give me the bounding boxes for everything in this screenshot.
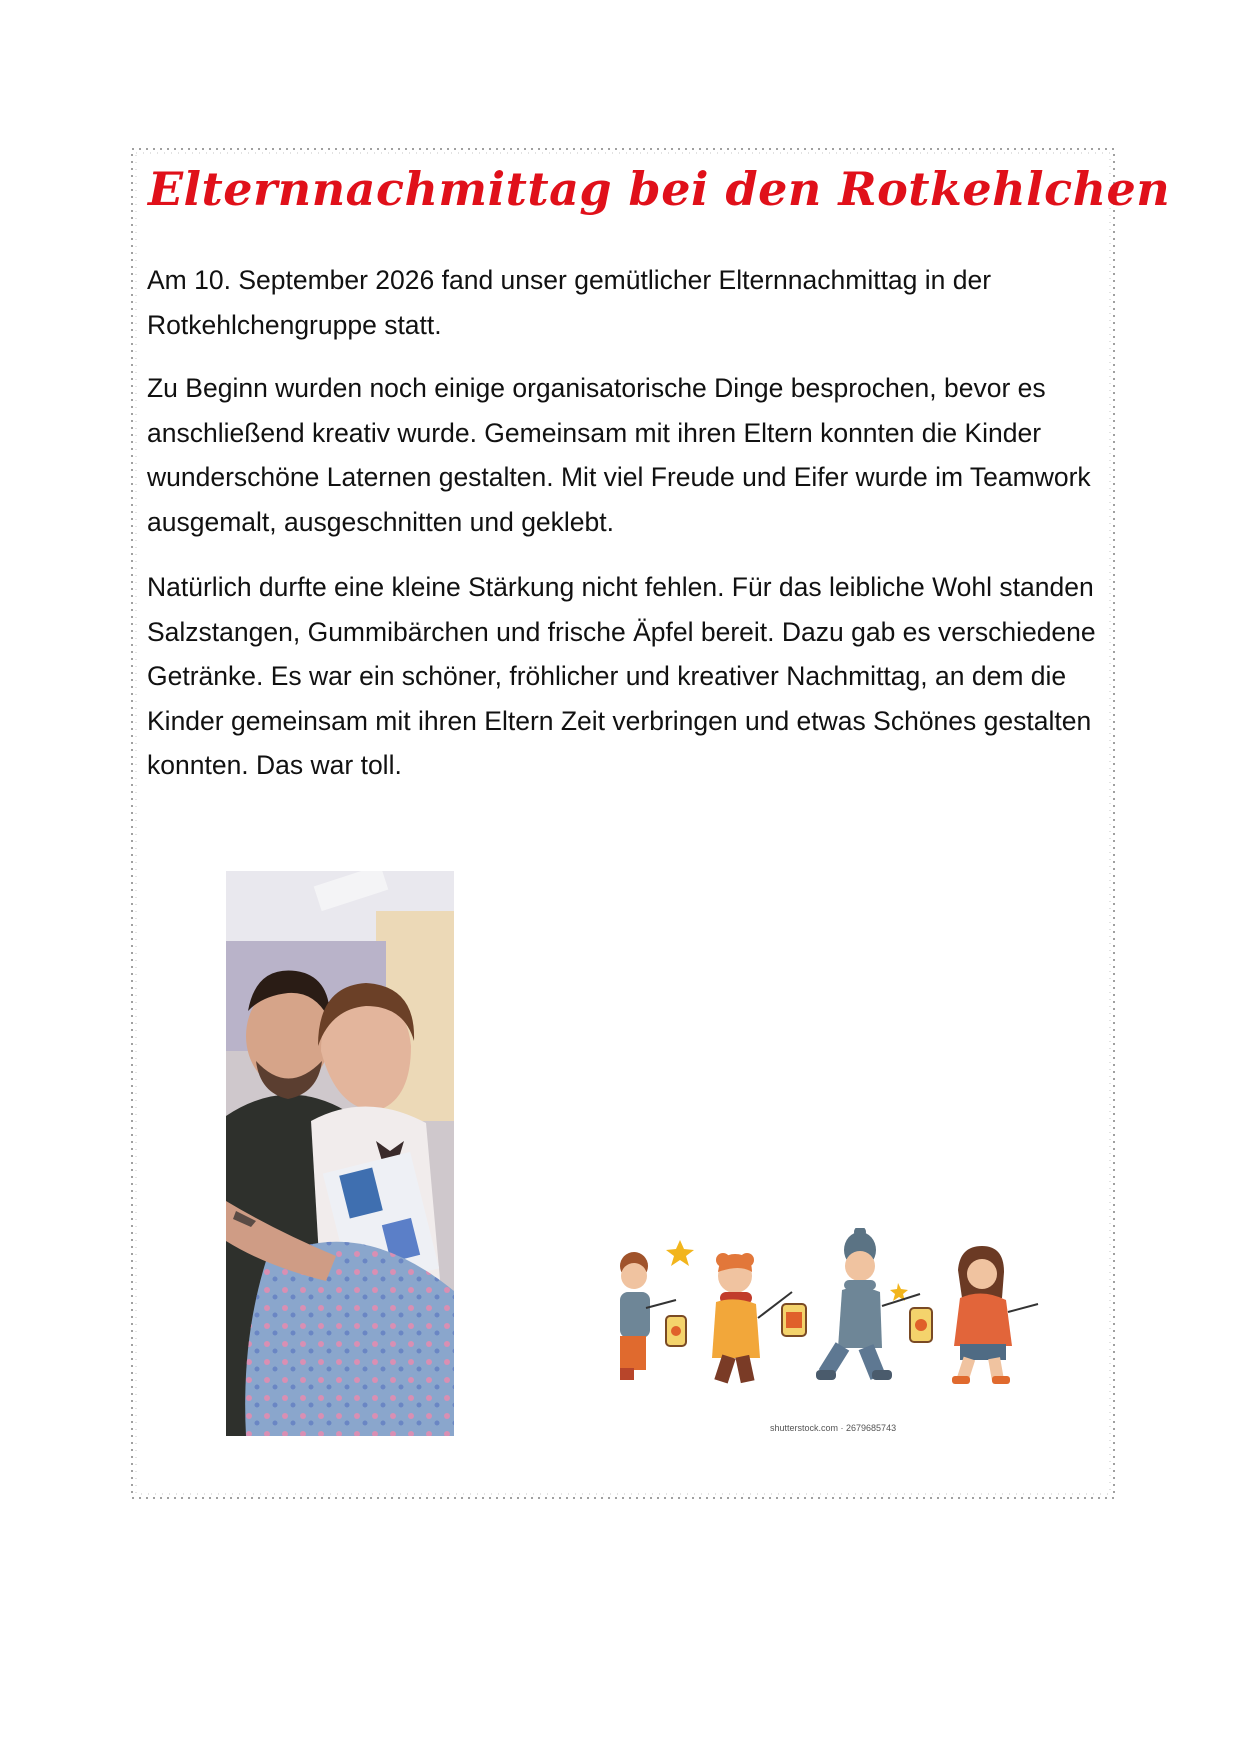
paragraph-lanterns: Zu Beginn wurden noch einige organisatorische Dinge besprochen, bevor es anschließend kreativ wurde. Gemeinsam mit ihren Eltern konnten die Kinder wunderschöne Laternen gestalten. Mit viel Freude und Eifer wurde im Teamwork ausgemalt, ausgeschnitten und geklebt.	[147, 373, 1091, 537]
illustration-children-with-lanterns	[620, 1228, 1050, 1438]
paragraph-snacks: Natürlich durfte eine kleine Stärkung nicht fehlen. Für das leibliche Wohl standen Salzstangen, Gummibärchen und frische Äpfel bereit. Dazu gab es verschiedene Getränke. Es war ein schöner, fröhlicher und kreativer Nachmittag, an dem die Kinder gemeinsam mit ihren Eltern Zeit verbringen und etwas Schönes gestalten konnten. Das war toll.	[147, 572, 1096, 780]
paragraph-intro: Am 10. September 2026 fand unser gemütlicher Elternnachmittag in der Rotkehlchengruppe statt.	[147, 265, 992, 340]
photo-father-and-daughter	[226, 871, 454, 1436]
page-title: Elternnachmittag bei den Rotkehlchen	[148, 162, 1171, 216]
illustration-credit: shutterstock.com · 2679685743	[770, 1423, 897, 1433]
